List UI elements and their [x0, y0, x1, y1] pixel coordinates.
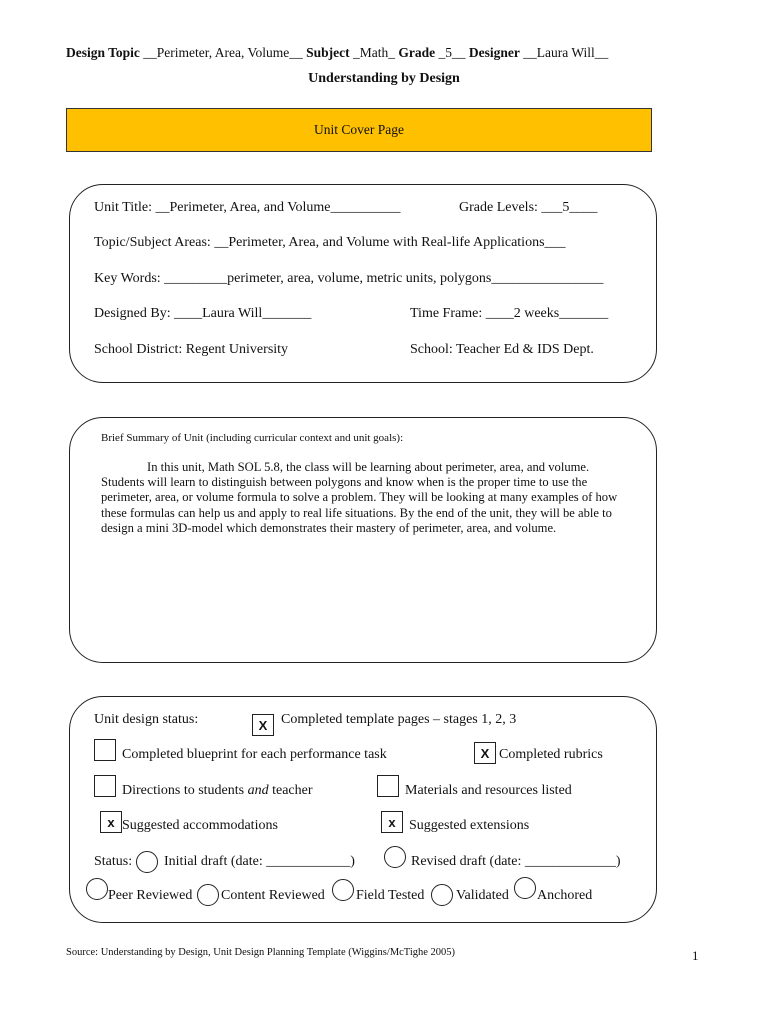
school-row: [410, 342, 594, 358]
accommodations-label: Suggested accommodations: [122, 818, 278, 833]
materials-label: Materials and resources listed: [405, 783, 572, 798]
school-district-row: [94, 342, 288, 358]
keywords-row: [94, 271, 603, 287]
designed-by-label: Designed By:: [94, 306, 171, 321]
grade-label: Grade: [398, 45, 436, 60]
summary-body: In this unit, Math SOL 5.8, the class will be learning about perimeter, area, and volume. Students will learn to distinguish between polygons and know when is the proper time to use the perimeter, area, or volume formula to solve a problem. They will be looking at many examples of how these formulas can help us and apply to real life situations. By the end of the unit, they will be able to design a mini 3D-model which demonstrates their mastery of perimeter, area, and volume.: [101, 460, 618, 535]
rubrics-label: Completed rubrics: [499, 747, 603, 762]
time-frame-row: [410, 306, 608, 322]
design-topic-value: __Perimeter, Area, Volume__: [143, 45, 303, 60]
keywords-value: _________perimeter, area, volume, metric units, polygons________________: [164, 271, 604, 286]
cover-page-title: Unit Cover Page: [314, 122, 404, 137]
field-tested-radio[interactable]: [332, 879, 354, 901]
subject-value: _Math_: [352, 45, 395, 60]
rubrics-checkbox[interactable]: X: [474, 742, 496, 764]
grade-levels-row: [459, 200, 597, 216]
designer-label: Designer: [468, 45, 520, 60]
accommodations-checkbox[interactable]: x: [100, 811, 122, 833]
directions-label-start: Directions to students: [122, 783, 248, 798]
school-label: School:: [410, 342, 453, 357]
anchored-radio[interactable]: [514, 877, 536, 899]
design-topic-label: Design Topic: [66, 45, 140, 60]
cover-page-banner: [66, 108, 652, 152]
peer-reviewed-label: Peer Reviewed: [108, 888, 193, 903]
time-frame-value: ____2 weeks_______: [485, 306, 609, 321]
status-label: Status:: [94, 854, 133, 869]
field-tested-label: Field Tested: [356, 888, 425, 903]
template-pages-checkbox[interactable]: X: [252, 714, 274, 736]
grade-levels-label: Grade Levels:: [459, 200, 538, 215]
directions-label-end: teacher: [268, 783, 313, 798]
extensions-checkbox[interactable]: x: [381, 811, 403, 833]
source-citation: Source: Understanding by Design, Unit Design Planning Template (Wiggins/McTighe 2005): [66, 947, 456, 958]
designer-value: __Laura Will__: [523, 45, 609, 60]
grade-value: _5__: [438, 45, 466, 60]
anchored-label: Anchored: [537, 888, 593, 903]
directions-label-and: and: [247, 783, 269, 798]
unit-title-row: [94, 200, 401, 216]
template-pages-label: Completed template pages – stages 1, 2, 3: [281, 712, 517, 727]
blueprint-label: Completed blueprint for each performance task: [122, 747, 387, 762]
directions-checkbox[interactable]: [94, 775, 116, 797]
topic-row: [94, 235, 566, 251]
materials-checkbox[interactable]: [377, 775, 399, 797]
directions-label: [122, 783, 313, 799]
summary-heading: Brief Summary of Unit (including curricular context and unit goals):: [101, 432, 404, 444]
school-district-label: School District:: [94, 342, 183, 357]
school-district-value: Regent University: [185, 342, 289, 357]
summary-paragraph: [101, 460, 621, 536]
blueprint-checkbox[interactable]: [94, 739, 116, 761]
document-subtitle: Understanding by Design: [308, 71, 460, 86]
summary-box: [69, 417, 657, 663]
topic-label: Topic/Subject Areas:: [94, 235, 211, 250]
keywords-label: Key Words:: [94, 271, 161, 286]
time-frame-label: Time Frame:: [410, 306, 483, 321]
subject-label: Subject: [306, 45, 350, 60]
designed-by-row: [94, 306, 311, 322]
initial-draft-radio[interactable]: [136, 851, 158, 873]
content-reviewed-label: Content Reviewed: [221, 888, 325, 903]
revised-draft-label: Revised draft (date: _____________): [411, 854, 621, 869]
designed-by-value: ____Laura Will_______: [174, 306, 312, 321]
initial-draft-label: Initial draft (date: ____________): [164, 854, 355, 869]
school-value: Teacher Ed & IDS Dept.: [456, 342, 594, 357]
validated-radio[interactable]: [431, 884, 453, 906]
validated-label: Validated: [456, 888, 509, 903]
page-number: 1: [692, 948, 699, 963]
grade-levels-value: ___5____: [541, 200, 598, 215]
unit-title-value: __Perimeter, Area, and Volume__________: [155, 200, 401, 215]
revised-draft-radio[interactable]: [384, 846, 406, 868]
design-status-label: Unit design status:: [94, 712, 199, 727]
unit-title-label: Unit Title:: [94, 200, 152, 215]
peer-reviewed-radio[interactable]: [86, 878, 108, 900]
topic-value: __Perimeter, Area, and Volume with Real-life Applications___: [214, 235, 566, 250]
content-reviewed-radio[interactable]: [197, 884, 219, 906]
header-line: [66, 45, 706, 61]
extensions-label: Suggested extensions: [409, 818, 530, 833]
